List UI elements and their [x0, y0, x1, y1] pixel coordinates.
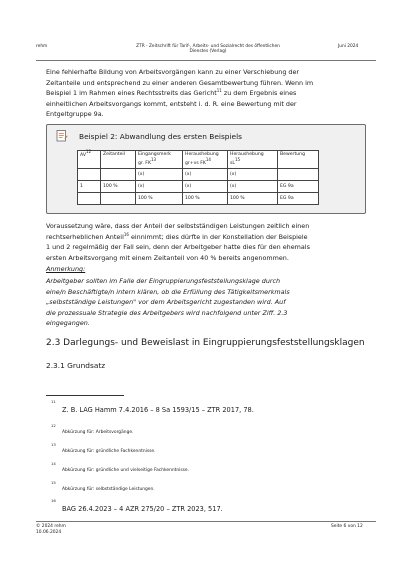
footnote-number: 13 [51, 442, 56, 447]
table-cell: 1 [78, 181, 101, 193]
paragraph-line: Voraussetzung wäre, dass der Anteil der selbstständigen Leistungen zeitlich einen [46, 222, 310, 230]
annotation-line: eingegangen. [46, 319, 90, 327]
table-cell: 100 % [136, 193, 183, 205]
footnote-text: Abkürzung für: gründliche Fachkenntnisse. [62, 449, 156, 454]
footer-copyright: © 2024 rehm [36, 524, 66, 529]
table-cell [78, 169, 101, 181]
table-row [78, 169, 319, 181]
footnote-number: 14 [51, 461, 56, 466]
footnote-number: 12 [51, 423, 56, 428]
table-header-cell [278, 151, 319, 169]
footer-left [36, 524, 66, 535]
table-cell: (x) [228, 169, 278, 181]
footnote-ref-16[interactable]: 16 [123, 231, 129, 237]
paragraph-line: Zeitanteile und entsprechend zu einer anderen Gesamtbewertung führen. Wenn im [46, 78, 314, 87]
footer-page-number: Seite 6 von 12 [331, 524, 363, 529]
table-cell: (x) [183, 169, 228, 181]
table-header-cell [183, 151, 228, 169]
header-subtext [138, 157, 180, 166]
header-journal-title [108, 44, 308, 54]
header-subtext-label: gr. FK [138, 161, 151, 166]
table-cell [278, 169, 319, 181]
header-subtext-label: gr+vs FK [185, 161, 206, 166]
header-subtext [230, 157, 275, 166]
paragraph-line: ersten Arbeitsvorgang mit einem Zeitanteil von 40 % bereits angenommen. [46, 253, 289, 262]
table-cell: EG 9a [278, 181, 319, 193]
header-divider [36, 60, 376, 61]
annotation-line: „selbstständige Leistungen" vor dem Arbeitsgericht zugestanden wird. Auf [46, 298, 286, 306]
header-text: Heraushebung [185, 152, 219, 157]
paragraph-text: einnimmt; dies dürfte in der Konstellation der Beispiele [128, 232, 308, 241]
header-subtext-label: sL [230, 161, 235, 166]
paragraph-text: zu dem Ergebnis eines [221, 89, 297, 97]
footnote-ref-12[interactable]: 12 [86, 149, 92, 154]
section-heading: 2.3 Darlegungs- und Beweislast in Eingruppierungsfeststellungsklagen [46, 338, 365, 348]
header-text: Zeitanteil [103, 152, 125, 157]
paragraph-line: Eine fehlerhafte Bildung von Arbeitsvorgängen kann zu einer Verschiebung der [46, 68, 300, 76]
table-cell: EG 9a [278, 193, 319, 205]
footnote-divider [46, 395, 124, 396]
paragraph-2 [46, 221, 368, 263]
header-text: AV [80, 153, 86, 158]
footnote-text: Z. B. LAG Hamm 7.4.2016 – 8 Sa 1593/15 – ZTR 2017, 78. [62, 406, 254, 414]
footnote-number: 16 [51, 498, 56, 503]
table-cell: (x) [136, 169, 183, 181]
footnote-ref-14[interactable]: 14 [205, 157, 211, 162]
annotation-line: Arbeitgeber sollten im Falle der Eingruppierungsfeststellungsklage durch [46, 277, 281, 285]
table-cell [101, 169, 136, 181]
footnote-text: Abkürzung für: Arbeitsvorgänge. [62, 430, 134, 435]
footnote-number: 15 [51, 480, 56, 485]
table-header-row [78, 151, 319, 169]
paragraph-line: einheitlichen Arbeitsvorgangs kommt, entsteht i. d. R. eine Bewertung mit der [46, 99, 297, 108]
table-cell: 100 % [228, 193, 278, 205]
header-journal-line1: ZTR - Zeitschrift für Tarif-, Arbeits- und Sozialrecht des öffentlichen [136, 44, 280, 49]
notepad-icon [56, 129, 68, 142]
example-title: Beispiel 2: Abwandlung des ersten Beispiels [79, 132, 242, 141]
table-header-cell [78, 151, 101, 169]
table-row [78, 181, 319, 193]
table-cell: (x) [228, 181, 278, 193]
table-cell: (x) [183, 181, 228, 193]
footnote-text: Abkürzung für: selbstständige Leistungen. [62, 487, 155, 492]
annotation-heading: Anmerkung: [46, 265, 86, 273]
footnote-number: 11 [51, 399, 56, 404]
paragraph-text: rechtserheblichen Anteil [46, 232, 124, 241]
header-text: Eingangsmerk [138, 152, 171, 157]
footer-date: 10.06.2024 [36, 529, 62, 535]
annotation-line: eine/n Beschäftigte/n intern klären, ob die Erfüllung des Tätigkeitsmerkmals [46, 287, 290, 296]
table-cell: 100 % [101, 181, 136, 193]
header-journal-line2: Dienstes (Verlag) [189, 49, 227, 55]
table-header-cell [228, 151, 278, 169]
footnote-ref-11[interactable]: 11 [216, 88, 222, 93]
paragraph-line [46, 232, 368, 243]
header-subtext [185, 157, 225, 166]
table-header-cell [136, 151, 183, 169]
table-header-cell [101, 151, 136, 169]
footnote-text: BAG 26.4.2023 – 4 AZR 275/20 – ZTR 2023, 517. [62, 505, 223, 513]
table-cell: 100 % [183, 193, 228, 205]
paragraph-line: 1 und 2 regelmäßig der Fall sein, denn der Arbeitgeber hatte dies für den ehemals [46, 243, 310, 251]
header-text: Bewertung [280, 152, 305, 157]
annotation-line: die prozessuale Strategie des Arbeitgebers wird nachfolgend unter Ziff. 2.3 [46, 308, 288, 317]
footnote-ref-15[interactable]: 15 [234, 157, 241, 162]
table-row [78, 193, 319, 205]
table-cell: (x) [136, 181, 183, 193]
header-text: Heraushebung [230, 152, 264, 157]
table-cell [101, 193, 136, 205]
table-cell [78, 193, 101, 205]
header-date: Juni 2024 [338, 44, 359, 49]
example-table [77, 150, 319, 205]
paragraph-line: Entgeltgruppe 9a. [46, 110, 104, 118]
paragraph-line [46, 88, 368, 99]
subsection-heading: 2.3.1 Grundsatz [46, 361, 106, 370]
annotation-text [46, 276, 366, 329]
header-publisher: rehm [36, 44, 48, 49]
footnote-ref-13[interactable]: 13 [150, 157, 157, 162]
footnote-text: Abkürzung für: gründliche und vielseitige Fachkenntnisse. [62, 468, 190, 473]
paragraph-text: Beispiel 1 im Rahmen eines Rechtsstreits das Gericht [46, 89, 217, 97]
paragraph-1 [46, 67, 368, 120]
footer-divider [36, 521, 376, 522]
